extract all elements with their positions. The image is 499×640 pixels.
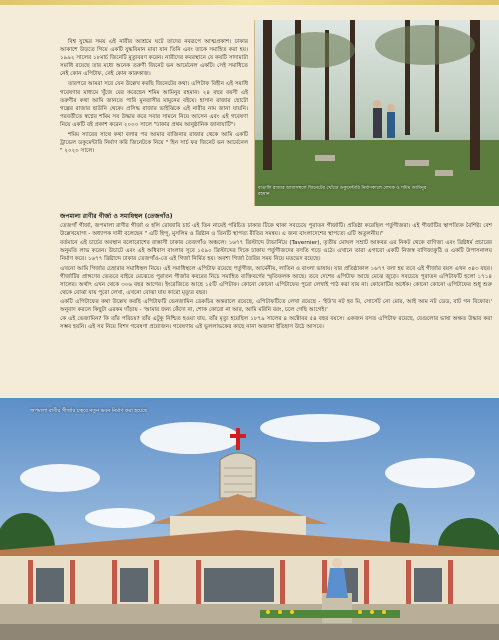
church-section	[60, 212, 492, 332]
paragraph: কে এই ভেজামিন? কি তাঁর পরিচয়? তাঁর এটুকু নিশ্চিত হওয়া যায়, তাঁর মৃত্যু হয়েছিল ১৮৭৯ সালের ৪ অক্টোবর ৫৪ বছর বয়সে। একজন বসত এপিটাফ রয়েছে, যেগুলোর ভাষা অক্ষত উদ্ধার করা সম্ভব হয়নি। এই সব নিয়ে বিশদ গবেষণা প্রয়োজন। গবেষণায় এই ভুললাভকের কাছে নানা অজানা ইতিহাস উঠে আসবে।	[60, 316, 492, 331]
paragraph: শমিম স্যারের সাথে কথা বলার পর আমার বাজিনার রাজার থেকে আমি একটি ট্রাভেল ডকুমেন্টারি নির্মাণ করি জিনেটকে নিয়ে " হিন সার্চ ফর জিনেট ভন আর্মেনেল " ২০২০ সালে।	[60, 132, 248, 155]
paragraph: একটি এপিটাফের কথা উল্লেখ করছি এপিটাফটি ভেনজামিন ডেকচির অন্তরালে রয়েছে, এপিটাফটিতে লেখা রয়েছে - 'ইউ'র নট হব মি, সোর্সেট নো মোর, আই আম নট ডেড, বাট গন বিফোর।' অনুবাদ করলে কিছুটা এরকম দাঁড়ায় - 'আমার জন্য কেঁদো না, শোক কোরো না আর, আমি মরিনি বরং, চলে গেছি আগেই।'	[60, 298, 492, 314]
church-photo-illustration	[0, 398, 499, 640]
paragraph: তারপরে আমরা সরে যেন উল্লেখ করছি জিনেটের কথা। এপিটাফ বিহীন এই সমাধি গবেষণার মাধ্যমে খুঁজে বের করেছেন শমিম আমিনুর রহমান। ২৪ বছর বয়সী এই তরুণীর কথা আমি জানতে পারি মুনতাসীর মামুনের বইয়ে। হাসান রাজার ছোটো গল্পের রাজার ছাউনি থেকে। প্রসিদ্ধ রাজার ভাইঝিকে এই নারীর নাম জানা যায়নি। পরবর্তীতে স্বপ্নের শমিম সব উদ্ধার করে সবার সামনে নিয়ে আসেন এবং এই গবেষণা নিয়ে একটি বই প্রকাশ করেন ২০০০ সালে "ঢাকার প্রথম আনুষ্ঠানিক জানাযাটি"।	[60, 81, 248, 128]
church-photo-caption: জপমালা রাণীর গীর্জার চত্বরে নতুন ভবন নির্মাণ করা হয়েছে	[30, 408, 147, 414]
left-text-column	[60, 38, 248, 157]
forest-photo-illustration	[255, 20, 499, 206]
paragraph: বিশ্ব যুদ্ধের সময় এই নারীর আশ্রমে ঘটে তাদের নবরূপে আত্মপ্রকাশ। ঢাকার আকাশে উড়তে গিয়ে একটি যুদ্ধবিমান মারা যান তিনি এবং তাকে সমাহিত করা হয়। ১৯৯২ সালের ১৮মার্চ জিনেটি মুত্যুবরণ করেন। নারীদের কবরস্থানে যে কয়টি সাদামাটা সমাধি রয়েছে তার মধ্যে অনেক তরুণী জিনেট ভন আর্মেনেল একটি। সেই সমাধিতে নেই কোন এপিটাফ, নেই কোন কারুকাজ।	[60, 39, 248, 78]
paragraph: বর্তমানে এই চার্চের অবস্থান বলোরোশের রাস্তাসী ঢাকার তেজগাঁও অঞ্চলে। ১৬৭৭ খ্রিস্টাব্দে টাভার্নিয়ে (Tavernier), তৃতীয় মোঘল সম্রাট আকবর এর নিকট থেকে বাণিজ্য এবং খ্রিষ্টধর্ম প্রচারের অনুমতি লাভ করেন। উচাটে এবং এই অধিবাস বাংলার সুবে ১৫৯০ খ্রিস্টাব্দের দিকে ঢাকায় পর্তুগীজদের বসতি গড়ে ওঠে। এখানে তারা এগারো একটি নিজস্ব বাণিজ্যকুঠি ও একটি উপাসনালয় নির্মাণ করে। ১৬৭৭ খ্রিষ্টাব্দে ঢাকার তেজগাঁও-তে এই গির্জা নির্মিত হয়। অবশ্য গির্জা তৈরির সময় নিয়ে মতভেদ রয়েছে।	[60, 240, 492, 263]
top-decorative-band	[0, 0, 499, 5]
forest-photo-caption: বাঙালি রাজার আবাসস্থলে জিনেটের খোঁজে ডকুমেন্টারি নির্মাণকালে লেখক ও শমিম আমিনুর রহমান	[258, 186, 427, 197]
section-heading: জপমালা রাণীর গীর্জা ও সমাধিস্থল (তেজগাঁও)	[60, 213, 173, 220]
forest-photo	[254, 20, 499, 206]
paragraph: এখনো আমি গির্জার চেহারার সমাধিস্থল নিয়ে। এই সমাধিস্থলে এপিটাফ রয়েছে পর্তুগীজ, আর্মেনীয়, লাতিন ও বাংলা ভাষায়। যার প্রতিষ্ঠাকাল ১৬৭৭ বলা হয় তবে এই গীর্জার বয়স এখন ৩৪৩ বছর। গীর্জাটির প্রাঙ্গণের ভেতরে বাইরে মেঝেতে পুরাতন গীর্জার কবরের নিচে সমাহিত ব্যক্তিবর্গের স্মৃতিফলক আছে। তবে দেশের এপিটাফ আছে মেঝে জুড়ে। সবচেয়ে পুরাতন এপিটাফটি হলো ১৭১৪ সালের। অর্থাৎ এখন থেকে ৩০৬ বছর আগের। ইংরেজিতে আছে ১৫টি এপিটাফ। কোনো কোনো এপিটাফের পুরো লেখাই পাঠ করা যায় না। কোনোটির অর্ধেক। কোনো কোনো এপিটাফের শুধু শুরু থেকে বোঝা যায় পুরো লেখা, এখনো বোঝা যায় কারো মৃত্যুর বছর।	[60, 265, 492, 296]
church-photo	[0, 398, 499, 640]
paragraph: তেজগাঁ গীর্জা, জপমালা রাণীর গীর্জা ও হলি রোজারি চার্চ এই তিন নামেই পরিচিত ঢাকার টিকে থাকা সবচেয়ে পুরাতন গীর্জাটি। প্রতিষ্ঠা করেছিল পর্তুগীজরা। এই গীর্জাটির স্থাপত্যিক বৈশিষ্ট্য বেশ উল্লেখযোগ্য - অধ্যাপক দানী বলেছেন " এটি হিন্দু, মুসলিম ও খ্রিষ্টান ও তিনটি স্থাপত্য রীতির সমন্বয়। এ জন্য বাংলাদেশের স্থাপত্যে এটি অতুলনীয়।"	[60, 223, 492, 238]
